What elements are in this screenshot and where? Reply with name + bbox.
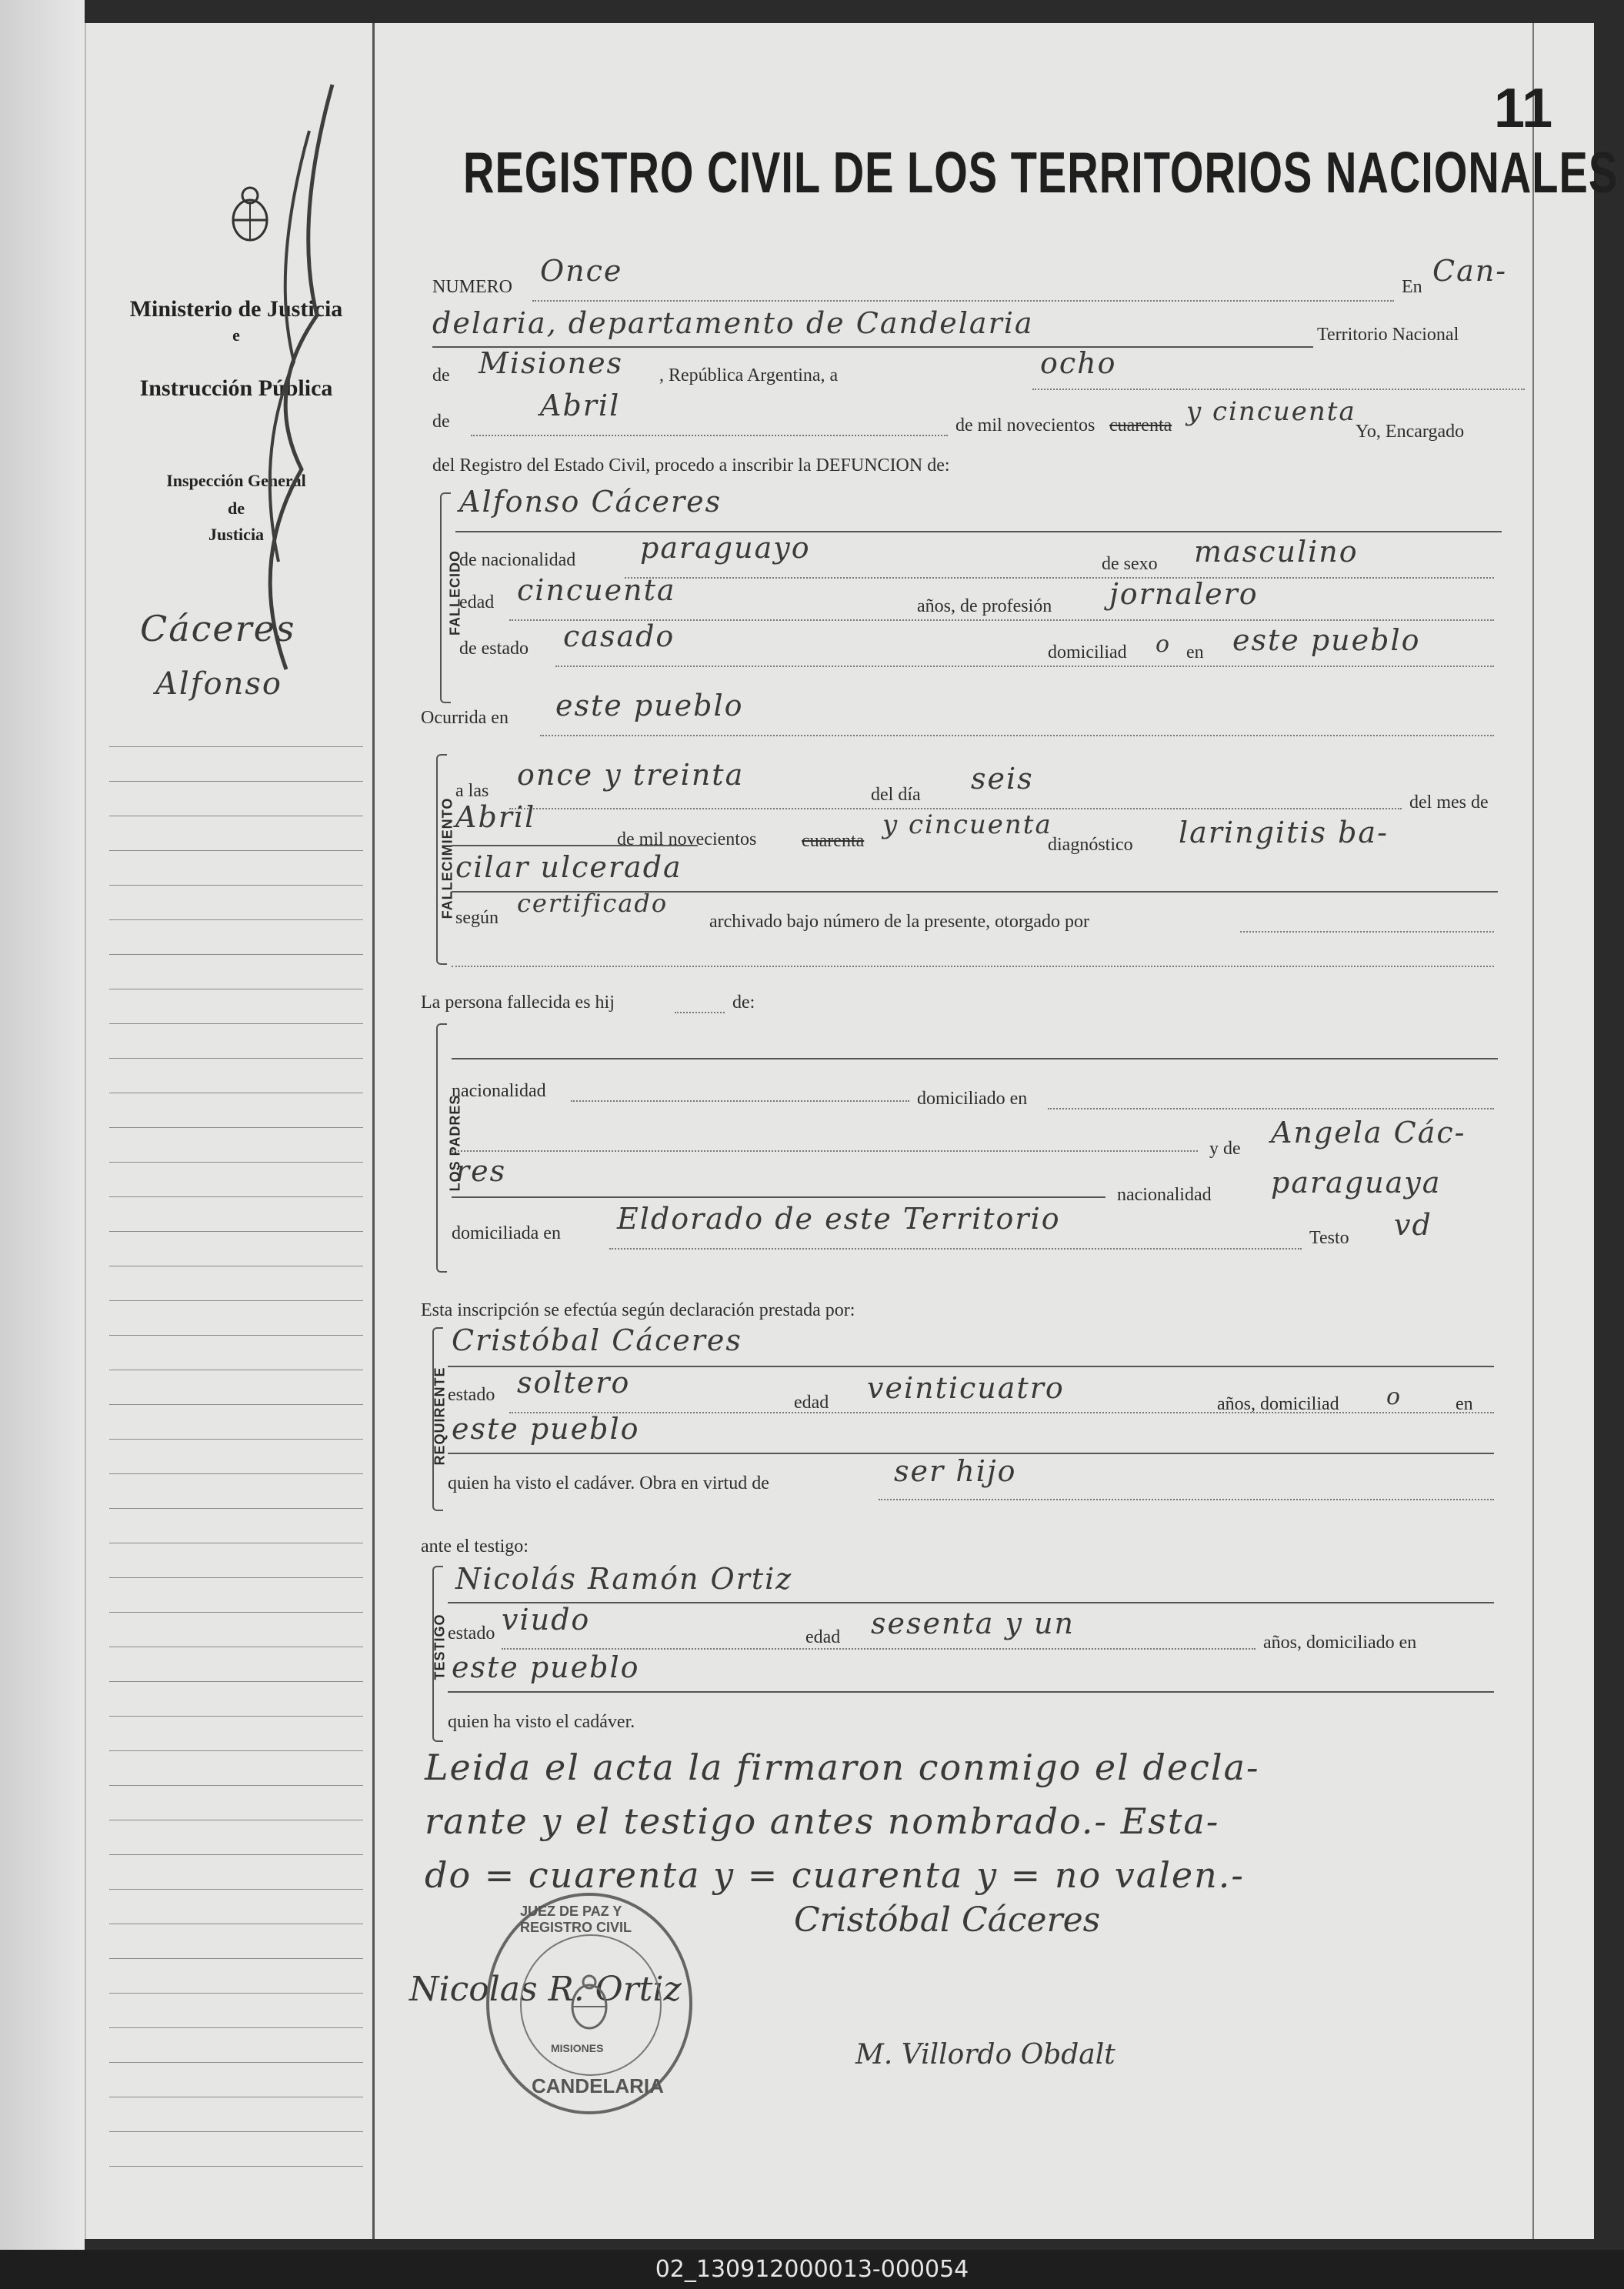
seal-emblem-icon [566, 1973, 612, 2034]
margin-rule [109, 1750, 363, 1751]
ministry-line1: Ministerio de Justicia [129, 296, 343, 322]
segun-label: según [455, 908, 499, 928]
requirente-estado-line [509, 1412, 1494, 1413]
margin-rule [109, 1612, 363, 1613]
hij-line [675, 1012, 725, 1013]
margin-rule [109, 1439, 363, 1440]
register-page [85, 23, 1619, 2239]
testigo-side-label: TESTIGO [432, 1613, 448, 1680]
margin-rule [109, 1889, 363, 1890]
facing-page-edge [0, 0, 85, 2250]
requirente-side-label: REQUIRENTE [432, 1366, 448, 1466]
year-label: de mil novecientos [955, 415, 1095, 435]
madre-value-b: res [455, 1154, 507, 1188]
requirente-virtud-line [879, 1499, 1494, 1500]
archivado-label: archivado bajo número de la presente, otorgado por [709, 912, 1090, 932]
margin-rule [109, 1127, 363, 1128]
anos-profesion-label: años, de profesión [917, 596, 1052, 616]
del-mes-label: del mes de [1409, 792, 1489, 812]
fallecimiento-extra-line [452, 966, 1494, 967]
margin-surname: Cáceres [140, 608, 296, 649]
requirente-intro-label: Esta inscripción se efectúa según declaración prestada por: [421, 1300, 855, 1320]
closing-line2: rante y el testigo antes nombrado.- Esta- [425, 1800, 1220, 1842]
ministry-line2: e [232, 325, 240, 345]
edad-value: cincuenta [517, 573, 676, 607]
territorio-label: Territorio Nacional [1317, 325, 1459, 345]
margin-rule [109, 1993, 363, 1994]
margin-rule [109, 919, 363, 920]
nacionalidad-line [625, 577, 1494, 579]
seal-middle-text: MISIONES [551, 2042, 604, 2054]
domiciliada-label: domiciliada en [452, 1223, 561, 1243]
a-las-label: a las [455, 781, 489, 801]
closing-line1: Leida el acta la firmaron conmigo el decla- [425, 1747, 1260, 1788]
diagnostico-value-b: cilar ulcerada [455, 850, 682, 884]
y-de-label: y de [1209, 1139, 1241, 1159]
segun-value: certificado [517, 889, 669, 918]
requirente-domicilio-value: este pueblo [452, 1412, 640, 1446]
ocurrida-value: este pueblo [555, 689, 744, 722]
numero-line [532, 300, 1394, 302]
right-border [1532, 23, 1534, 2239]
yo-label: Yo, Encargado [1356, 422, 1465, 442]
domicilio-en-label: en [1186, 642, 1204, 662]
testigo-domicilio-value: este pueblo [452, 1650, 640, 1684]
numero-label: NUMERO [432, 277, 513, 297]
estado-label: de estado [459, 639, 529, 659]
year-value: y cincuenta [1186, 396, 1356, 427]
margin-rule [109, 2027, 363, 2028]
nacionalidad-label: de nacionalidad [459, 550, 576, 570]
margin-column [86, 23, 375, 2239]
dia-value: seis [971, 762, 1034, 796]
requirente-name: Cristóbal Cáceres [452, 1323, 742, 1357]
margin-rule [109, 1508, 363, 1509]
fallecimiento-year-value: y cincuenta [882, 809, 1052, 840]
margin-rule [109, 781, 363, 782]
testigo-intro-label: ante el testigo: [421, 1537, 529, 1557]
testigo-domicilio-line [448, 1691, 1494, 1693]
testigo-name-line [448, 1602, 1494, 1603]
territory-value: Misiones [479, 346, 624, 380]
testo-label: Testo [1309, 1228, 1349, 1248]
fallecido-name: Alfonso Cáceres [459, 485, 722, 519]
padre-domiciliado-label: domiciliado en [917, 1089, 1028, 1109]
en-label: En [1402, 277, 1422, 297]
domiciliada-line [609, 1248, 1302, 1250]
ministry-line3: Instrucción Pública [139, 375, 333, 401]
margin-rule [109, 1162, 363, 1163]
inspection-line1: Inspección General [166, 471, 306, 490]
margin-rule [109, 1854, 363, 1855]
fallecido-side-label: FALLECIDO [447, 550, 463, 636]
page-number: 11 [1494, 78, 1553, 139]
domicilio-value: este pueblo [1232, 623, 1421, 657]
margin-rule [109, 1335, 363, 1336]
margin-rule [109, 850, 363, 851]
margin-rule [109, 885, 363, 886]
requirente-edad-label: edad [794, 1393, 829, 1413]
margin-rule [109, 1958, 363, 1959]
margin-rule [109, 2131, 363, 2132]
margin-rule [109, 1058, 363, 1059]
testigo-edad-label: edad [805, 1627, 841, 1647]
month-line [471, 435, 948, 436]
margin-given-name: Alfonso [155, 666, 282, 702]
margin-rule [109, 1231, 363, 1232]
otorgado-line [1240, 931, 1494, 933]
testo-value: vd [1394, 1208, 1432, 1242]
estado-line [555, 666, 1494, 667]
place-value-a: Can- [1432, 254, 1508, 288]
margin-rule [109, 1404, 363, 1405]
month-value: Abril [540, 389, 621, 422]
madre-nacionalidad-label: nacionalidad [1117, 1185, 1212, 1205]
requirente-virtud-value: ser hijo [894, 1454, 1017, 1488]
testigo-edad-value: sesenta y un [871, 1607, 1075, 1640]
requirente-en-label: en [1456, 1394, 1473, 1414]
estado-value: casado [563, 619, 675, 653]
margin-rule [109, 1785, 363, 1786]
closing-line3: do = cuarenta y = cuarenta y = no valen.- [425, 1854, 1245, 1896]
padre-domicilio-line [1048, 1108, 1494, 1109]
del-dia-label: del día [871, 785, 921, 805]
domicilio-o: o [1155, 631, 1172, 658]
testigo-estado-label: estado [448, 1623, 495, 1643]
madre-name-line [452, 1196, 1105, 1198]
hora-value: once y treinta [517, 758, 745, 792]
diagnostico-value-a: laringitis ba- [1179, 816, 1389, 849]
day-line [1032, 389, 1525, 390]
sexo-value: masculino [1194, 535, 1359, 569]
nacionalidad-value: paraguayo [640, 531, 811, 565]
requirente-domicilio-o: o [1386, 1383, 1402, 1410]
margin-rule [109, 1716, 363, 1717]
padres-bracket [436, 1023, 447, 1273]
madre-value-a: Angela Các- [1271, 1116, 1466, 1150]
page-title: REGISTRO CIVIL DE LOS TERRITORIOS NACIONALES [463, 139, 1619, 205]
padre-name-line [452, 1058, 1498, 1059]
requirente-edad-value: veinticuatro [867, 1371, 1065, 1405]
margin-rule [109, 1023, 363, 1024]
place-value-b: delaria, departamento de Candelaria [432, 306, 1034, 340]
domiciliada-value: Eldorado de este Territorio [617, 1202, 1061, 1236]
inspection-line3: Justicia [208, 525, 265, 544]
fallecimiento-year-label: de mil novecientos [617, 829, 757, 849]
padres-intro-suffix: de: [732, 993, 755, 1013]
margin-rule [109, 1577, 363, 1578]
profesion-value: jornalero [1109, 577, 1259, 611]
testigo-anos-label: años, domiciliado en [1263, 1633, 1417, 1653]
margin-rule [109, 746, 363, 747]
day-value: ocho [1040, 346, 1117, 380]
margin-rule [109, 1300, 363, 1301]
numero-value: Once [540, 254, 623, 288]
ocurrida-label: Ocurrida en [421, 708, 509, 728]
de-label2: de [432, 412, 450, 432]
fallecido-name-line [455, 531, 1502, 532]
padre-nacionalidad-label: nacionalidad [452, 1081, 546, 1101]
domicilio-label: domiciliad [1048, 642, 1127, 662]
testigo-estado-line [502, 1648, 1256, 1650]
ocurrida-line [540, 735, 1494, 736]
de-label: de [432, 365, 450, 385]
requirente-anos-label: años, domiciliad [1217, 1394, 1339, 1414]
margin-annotation-scribble [217, 69, 371, 685]
requirente-quien-label: quien ha visto el cadáver. Obra en virtud de [448, 1473, 769, 1493]
padre-nacionalidad-line [571, 1100, 909, 1102]
footer-id: 02_130912000013-000054 [0, 2250, 1624, 2289]
requirente-estado-value: soltero [517, 1366, 631, 1400]
encargado-signature: M. Villordo Obdalt [855, 2039, 1115, 2070]
margin-rule [109, 1196, 363, 1197]
declarante-signature: Cristóbal Cáceres [794, 1900, 1101, 1940]
year-struck: cuarenta [1109, 415, 1172, 435]
testigo-quien-label: quien ha visto el cadáver. [448, 1712, 635, 1732]
margin-rule [109, 1681, 363, 1682]
madre-nacionalidad-value: paraguaya [1271, 1166, 1442, 1200]
madre-prefix-line [452, 1150, 1198, 1152]
padres-side-label: LOS PADRES [447, 1094, 463, 1192]
margin-rule [109, 954, 363, 955]
sexo-label: de sexo [1102, 554, 1158, 574]
seal-top-text: JUEZ DE PAZ Y REGISTRO CIVIL [520, 1904, 632, 1935]
official-seal [486, 1893, 692, 2114]
testigo-signature: Nicolas R. Ortiz [409, 1970, 682, 2009]
testigo-name: Nicolás Ramón Ortiz [455, 1562, 793, 1596]
diagnostico-label: diagnóstico [1048, 835, 1133, 855]
testigo-estado-value: viudo [502, 1603, 591, 1637]
republica-label: , República Argentina, a [659, 365, 839, 385]
fallecimiento-year-struck: cuarenta [802, 831, 865, 851]
fallecimiento-side-label: FALLECIMIENTO [439, 797, 455, 919]
padres-intro-label: La persona fallecida es hij [421, 993, 615, 1013]
requirente-estado-label: estado [448, 1385, 495, 1405]
mes-value: Abril [455, 800, 536, 834]
margin-rule [109, 1473, 363, 1474]
seal-bottom-text: CANDELARIA [532, 2074, 664, 2097]
inspection-line2: de [228, 499, 245, 518]
edad-label: edad [459, 592, 495, 612]
margin-rule [109, 2062, 363, 2063]
registro-line: del Registro del Estado Civil, procedo a inscribir la DEFUNCION de: [432, 455, 950, 475]
margin-rule [109, 2166, 363, 2167]
